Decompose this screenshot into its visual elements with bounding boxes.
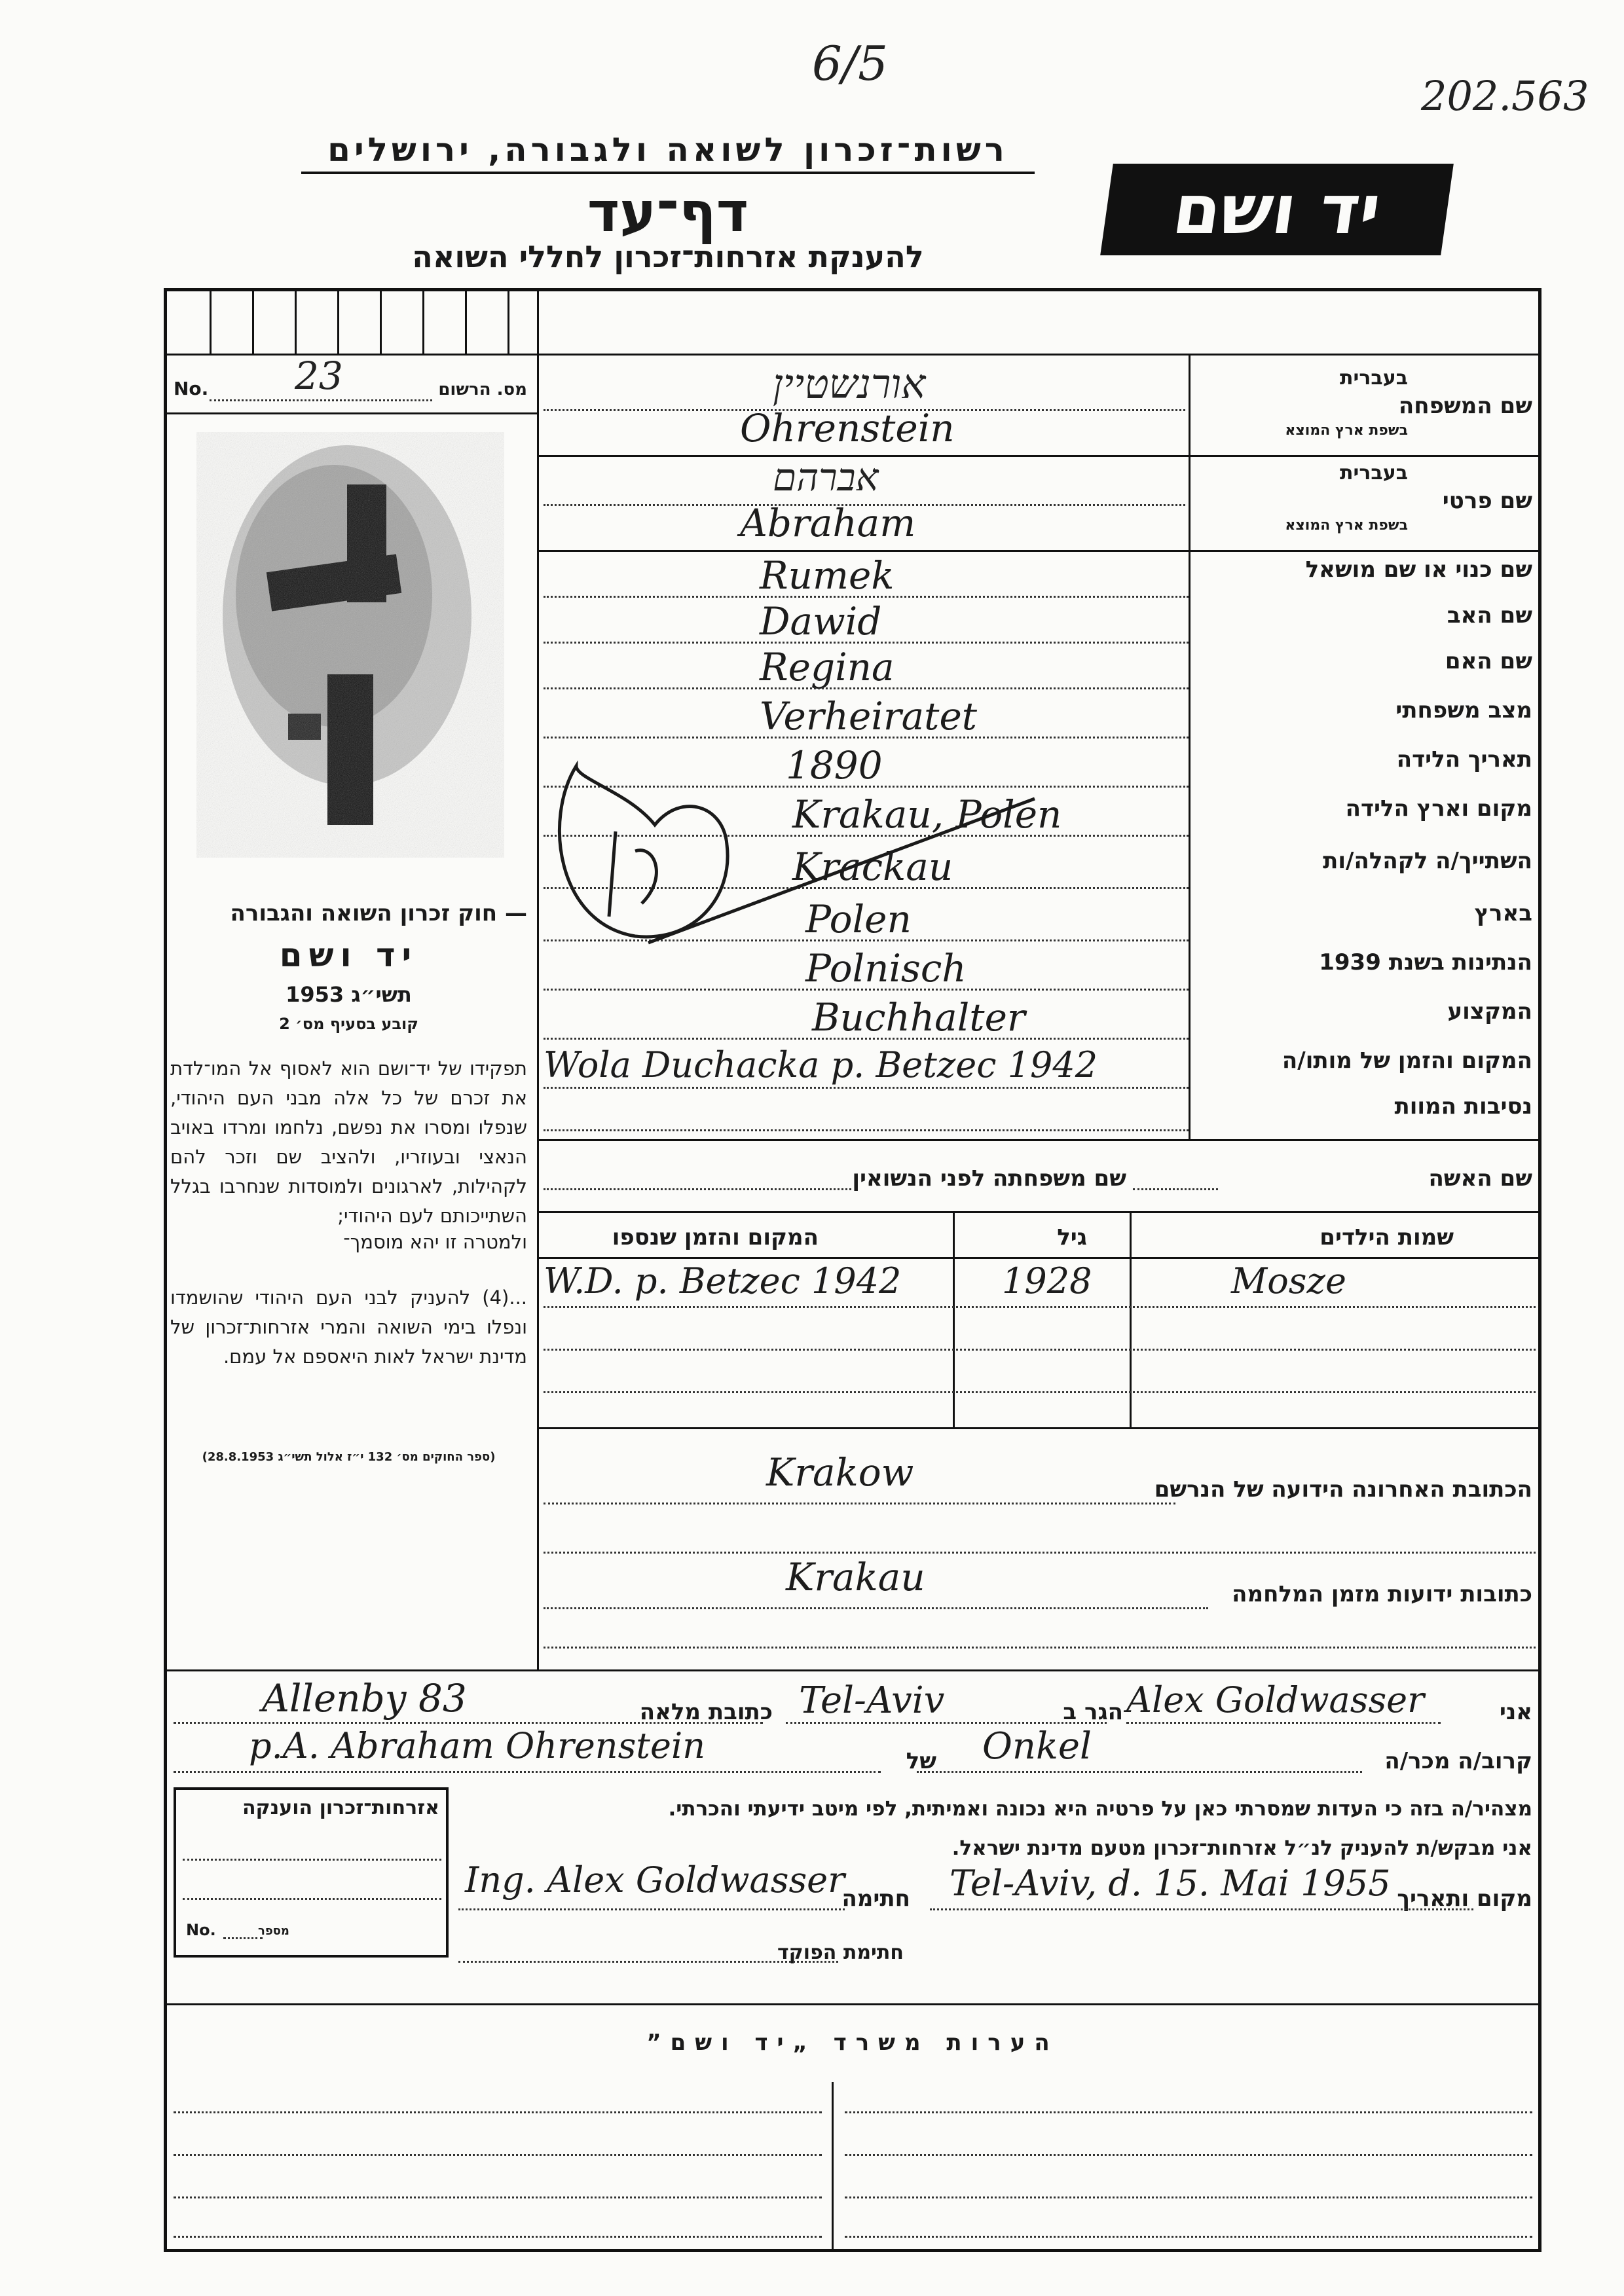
birthdate-value: 1890 xyxy=(786,743,883,788)
mother-label: שם האם xyxy=(1445,648,1532,674)
death-circumstances-label: נסיבות המוות xyxy=(1394,1093,1532,1120)
resides-label: הגר ב xyxy=(1063,1699,1123,1725)
firstname-native-sublabel: בשפת ארץ המוצא xyxy=(1285,517,1408,534)
citizenship-value: Polnisch xyxy=(805,946,967,991)
yad-vashem-logo: יד ושם xyxy=(1100,164,1454,255)
profession-label: המקצוע xyxy=(1447,998,1532,1025)
birthplace-value: Krakau, Polen xyxy=(792,792,1062,837)
relation-value: Onkel xyxy=(982,1725,1092,1768)
full-address-label: כתובת מלאה xyxy=(639,1699,773,1725)
relative-label: קרוב/ה מכר/ה xyxy=(1384,1748,1532,1774)
request-text: אני מבקש/ת להעניק לנ״ל אזרחות־זכרון מטעם מדינת ישראל. xyxy=(951,1836,1532,1860)
place-date-value: Tel-Aviv, d. 15. Mai 1955 xyxy=(950,1863,1391,1904)
child-age: 1928 xyxy=(1002,1260,1092,1302)
law-text-2: ולמטרה זו יהא מוסמך־ xyxy=(343,1231,527,1253)
of-label: של xyxy=(906,1748,936,1774)
victim-photo xyxy=(196,432,504,858)
citizenship-box-title: אזרחות־זכרון הוענקה xyxy=(242,1796,439,1819)
father-value: Dawid xyxy=(760,599,882,644)
nickname-label: שם כנוי או שם מושאל xyxy=(1305,556,1532,583)
relation-of-name: p.A. Abraham Ohrenstein xyxy=(249,1725,705,1766)
registration-number-mark: 202.563 xyxy=(1421,72,1589,120)
declarant-address: Allenby 83 xyxy=(262,1676,467,1721)
community-label: השתייך/ה לקהלה/ות xyxy=(1323,848,1532,874)
law-name: יד ושם xyxy=(279,936,418,974)
birthdate-label: תאריך הלידה xyxy=(1396,746,1532,773)
last-address-value: Krakow xyxy=(766,1450,914,1495)
death-place-value: Wola Duchacka p. Betzec 1942 xyxy=(544,1044,1098,1085)
firstname-hebrew-sublabel: בעברית xyxy=(1340,462,1408,484)
death-place-label: המקום והזמן של מותו/ה xyxy=(1282,1048,1532,1074)
form-title: דף־עד xyxy=(587,180,749,244)
children-names-header: שמות הילדים xyxy=(1320,1224,1454,1250)
declarant-i-label: אני xyxy=(1499,1699,1532,1725)
father-label: שם האב xyxy=(1447,602,1532,629)
child-place: W.D. p. Betzec 1942 xyxy=(544,1260,902,1302)
law-year: תשי״ג 1953 xyxy=(286,982,412,1007)
page-fraction: 6/5 xyxy=(812,36,888,91)
law-title: — חוק זכרון השואה והגבורה xyxy=(230,900,527,926)
profession-value: Buchhalter xyxy=(812,995,1025,1040)
citizenship-label: הנתינות בשנת 1939 xyxy=(1319,949,1532,975)
declaration-text: מצהיר/ה בזה כי העדות שמסרתי כאן על פרטיה היא נכונה ואמיתית, לפי מיטב ידיעתי והכרתי. xyxy=(668,1797,1532,1821)
surname-label: שם המשפחה xyxy=(1398,393,1532,419)
reg-no-value: 23 xyxy=(295,354,343,398)
authority-name: רשות־זכרון לשואה ולגבורה, ירושלים xyxy=(327,131,1008,169)
war-address-label: כתובות ידועות מזמן המלחמה xyxy=(1232,1581,1532,1607)
wife-name-label: שם האשה xyxy=(1428,1165,1532,1192)
last-address-label: הכתובת האחרונה הידועה של הנרשם xyxy=(1154,1476,1532,1503)
reg-no-label: No. xyxy=(174,378,209,399)
surname-hebrew-sublabel: בעברית xyxy=(1340,367,1408,390)
law-text-3: ...(4) להעניק לבני העם היהודי שהושמדו ונפלו בימי השואה והמרי אזרחות־זכרון של מדינת ישראל לאות היאספם אל עמם. xyxy=(170,1286,527,1368)
declarant-name: Alex Goldwasser xyxy=(1126,1679,1424,1721)
mother-value: Regina xyxy=(760,645,895,689)
war-address-value: Krakau xyxy=(786,1555,925,1599)
surname-native-sublabel: בשפת ארץ המוצא xyxy=(1285,422,1408,439)
form-subtitle: להענקת אזרחות־זכרון לחללי השואה xyxy=(412,239,924,274)
country-value: Polen xyxy=(805,897,912,941)
birthplace-label: מקום וארץ הלידה xyxy=(1345,795,1532,822)
country-label: בארץ xyxy=(1474,900,1532,926)
firstname-hebrew-value: אברהם xyxy=(773,455,879,500)
maiden-name-label: שם משפחתה לפני הנשואין xyxy=(852,1165,1126,1192)
child-name: Mosze xyxy=(1231,1260,1346,1302)
place-date-label: מקום ותאריך xyxy=(1397,1886,1532,1912)
marital-status-label: מצב משפחתי xyxy=(1395,697,1532,723)
declarant-city: Tel-Aviv xyxy=(799,1679,945,1722)
signature-label: חתימה xyxy=(841,1886,910,1912)
cross-out-stroke xyxy=(537,727,1048,975)
community-value: Krackau xyxy=(792,845,953,889)
office-remarks-title: הערות משרד „יד ושם” xyxy=(646,2030,1059,2056)
firstname-native-value: Abraham xyxy=(740,501,916,545)
officer-signature-label: חתימת הפוקד xyxy=(777,1941,904,1964)
law-clause: קובע בסעיף מס׳ 2 xyxy=(279,1015,418,1033)
signature-value: Ing. Alex Goldwasser xyxy=(465,1859,845,1901)
citizenship-box-number-label: מספר xyxy=(258,1924,289,1938)
law-text-1: תפקידו של יד־ושם הוא לאסוף אל המו־לדת את זכרם של כל אלה מבני העם היהודי, שנפלו ומסרו את נפשם, נלחמו ומרדו באויב הנאצי ובעוזריו, ולהציב שם וזכר להם לקהילות, לארגונים ולמוסדות שנחרבו בגלל השתייכותם לעם היהודי; xyxy=(170,1057,527,1227)
surname-native-value: Ohrenstein xyxy=(740,406,955,450)
children-place-header: המקום והזמן שנספו xyxy=(612,1224,819,1250)
citizenship-granted-box xyxy=(174,1787,449,1958)
children-age-header: גיל xyxy=(1057,1224,1087,1250)
law-reference: (ספר החוקים מס׳ 132 י״ז אלול תשי״ג 28.8.1953) xyxy=(202,1450,496,1464)
reg-label: מס. הרשום xyxy=(438,380,527,399)
firstname-label: שם פרטי xyxy=(1442,488,1532,514)
surname-hebrew-value: אורנשטיין xyxy=(773,360,926,408)
citizenship-box-no-label: No. xyxy=(186,1921,216,1939)
nickname-value: Rumek xyxy=(760,553,895,598)
marital-status-value: Verheiratet xyxy=(760,694,978,738)
